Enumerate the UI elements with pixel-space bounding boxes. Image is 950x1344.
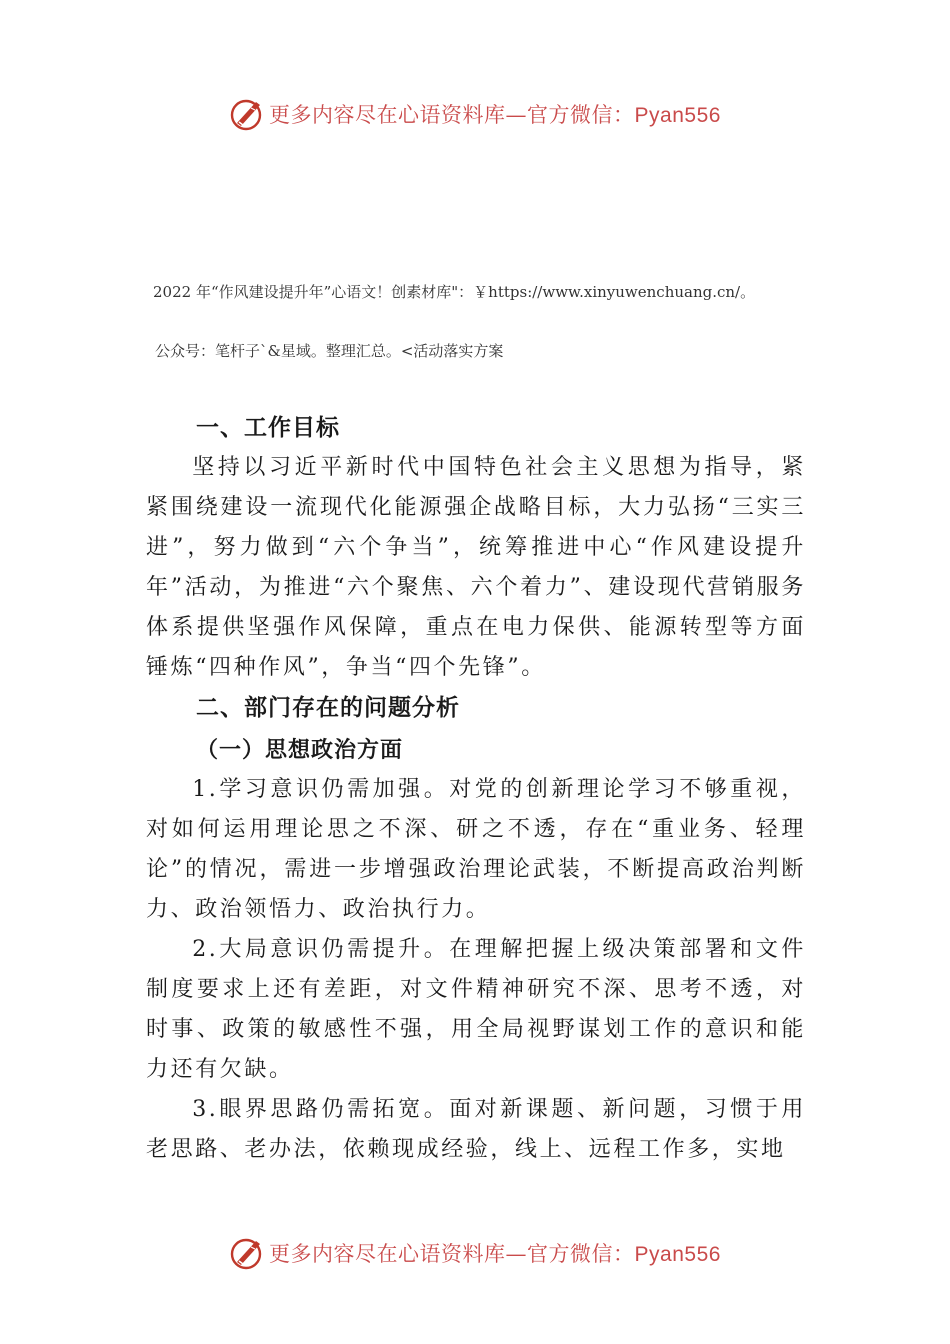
section-2-title: 二、部门存在的问题分析: [196, 695, 460, 721]
paragraph-1: 1.学习意识仍需加强。对党的创新理论学习不够重视，对如何运用理论思之不深、研之不透，存在“重业务、轻理论”的情况，需进一步增强政治理论武装，不断提高政治判断力、政治领悟力、政治执行力。: [146, 777, 806, 922]
meta-line-2: 公众号：笔杆子`&星域。整理汇总。<活动落实方案: [155, 342, 504, 360]
meta-line-1: 2022 年“作风建设提升年”心语文！创素材库"：￥https://www.xinyuwenchuang.cn/。: [153, 283, 756, 301]
paragraph-2: 2.大局意识仍需提升。在理解把握上级决策部署和文件制度要求上还有差距，对文件精神研究不深、思考不透，对时事、政策的敏感性不强，用全局视野谋划工作的意识和能力还有欠缺。: [146, 937, 806, 1082]
banner-text: [269, 99, 721, 129]
header-banner: [0, 94, 950, 134]
banner-label: 更多内容尽在心语资料库—官方微信：: [269, 1242, 635, 1266]
footer-banner: [0, 1233, 950, 1273]
wechat-id: Pyan556: [634, 104, 721, 127]
quill-logo-icon: [229, 96, 265, 132]
banner-label: 更多内容尽在心语资料库—官方微信：: [269, 103, 635, 127]
section-1-paragraph: 坚持以习近平新时代中国特色社会主义思想为指导，紧紧围绕建设一流现代化能源强企战略目标，大力弘扬“三实三进”，努力做到“六个争当”，统筹推进中心“作风建设提升年”活动，为推进“六个聚焦、六个着力”、建设现代营销服务体系提供坚强作风保障，重点在电力保供、能源转型等方面锤炼“四种作风”，争当“四个先锋”。: [146, 455, 806, 680]
wechat-id: Pyan556: [634, 1243, 721, 1266]
quill-logo-icon: [229, 1235, 265, 1271]
paragraph-3: 3.眼界思路仍需拓宽。面对新课题、新问题，习惯于用老思路、老办法，依赖现成经验，线上、远程工作多，实地: [146, 1097, 806, 1162]
banner-text: [269, 1238, 721, 1268]
subsection-title: （一）思想政治方面: [196, 737, 404, 763]
document-body: [146, 408, 806, 1170]
section-1-title: 一、工作目标: [196, 415, 340, 441]
